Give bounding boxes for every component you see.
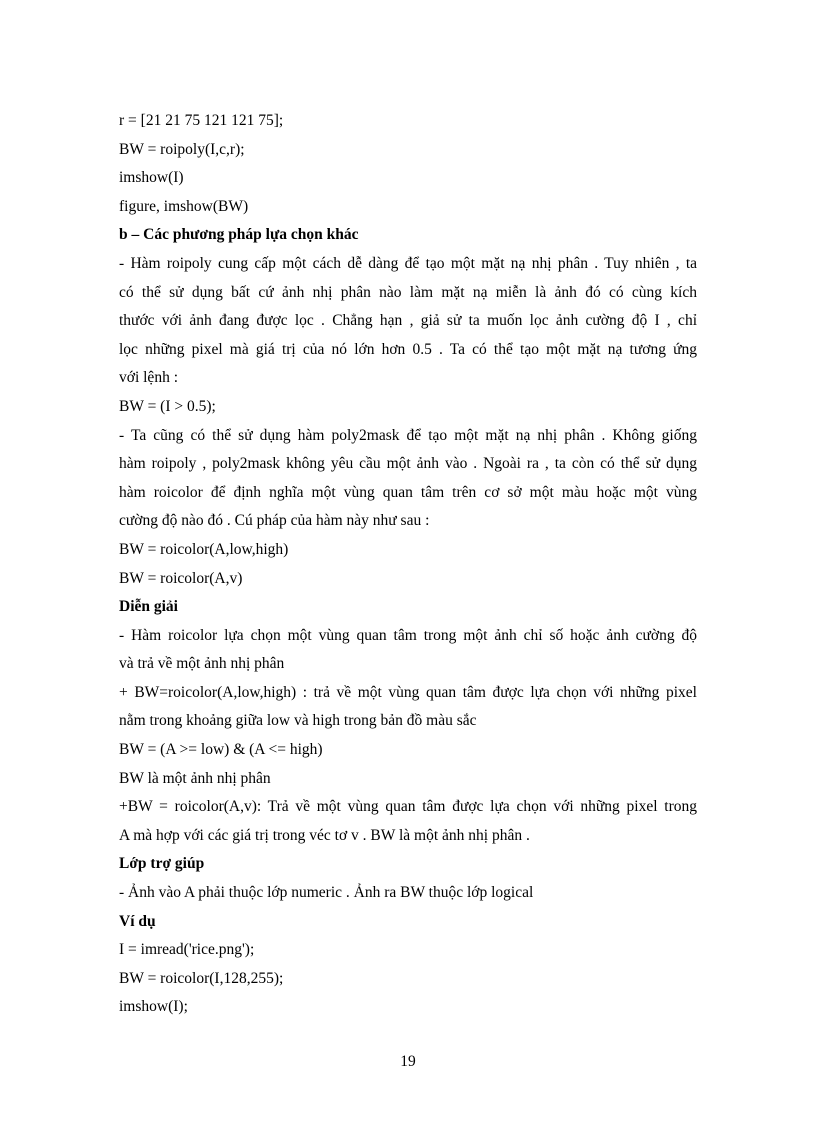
- section-heading-dien-giai: Diễn giải: [119, 598, 178, 616]
- code-line: imshow(I);: [119, 998, 188, 1016]
- paragraph-line: thước với ảnh đang được lọc . Chẳng hạn , giả sử ta muốn lọc ảnh cường độ I , chỉ: [119, 312, 697, 330]
- paragraph-line: hàm roicolor để định nghĩa một vùng quan tâm trên cơ sở một màu hoặc một vùng: [119, 483, 697, 501]
- paragraph-line: - Hàm roipoly cung cấp một cách dễ dàng để tạo một mặt nạ nhị phân . Tuy nhiên , ta: [119, 254, 697, 272]
- paragraph-line: lọc những pixel mà giá trị của nó lớn hơn 0.5 . Ta có thể tạo một mặt nạ tương ứng: [119, 340, 697, 358]
- paragraph-roicolor-v: [119, 793, 697, 850]
- section-heading-lop-tro-giup: Lớp trợ giúp: [119, 855, 205, 873]
- text-line: - Ảnh vào A phải thuộc lớp numeric . Ảnh ra BW thuộc lớp logical: [119, 884, 534, 902]
- code-line: I = imread('rice.png');: [119, 941, 255, 959]
- code-line: BW = (I > 0.5);: [119, 397, 216, 415]
- paragraph-roicolor-description: [119, 622, 697, 679]
- page-number: 19: [400, 1053, 416, 1070]
- code-line: BW = roicolor(I,128,255);: [119, 969, 284, 987]
- paragraph-line: +BW = roicolor(A,v): Trả về một vùng quan tâm được lựa chọn với những pixel trong: [119, 798, 697, 816]
- paragraph-poly2mask: [119, 422, 697, 536]
- code-line: BW = roipoly(I,c,r);: [119, 140, 245, 158]
- section-heading-vi-du: Ví dụ: [119, 912, 156, 930]
- code-line: BW = roicolor(A,low,high): [119, 540, 289, 558]
- code-line: BW = roicolor(A,v): [119, 569, 243, 587]
- paragraph-line: A mà hợp với các giá trị trong véc tơ v . BW là một ảnh nhị phân .: [119, 826, 530, 844]
- paragraph-line: - Ta cũng có thể sử dụng hàm poly2mask để tạo một mặt nạ nhị phân . Không giống: [119, 426, 697, 444]
- paragraph-line: hàm roipoly , poly2mask không yêu cầu một ảnh vào . Ngoài ra , ta còn có thể sử dụng: [119, 455, 697, 473]
- paragraph-line: cường độ nào đó . Cú pháp của hàm này như sau :: [119, 512, 430, 530]
- page-body: [119, 107, 697, 1022]
- paragraph-line: - Hàm roicolor lựa chọn một vùng quan tâm trong một ảnh chỉ số hoặc ảnh cường độ: [119, 626, 697, 644]
- paragraph-roipoly-mask: [119, 250, 697, 393]
- code-line: r = [21 21 75 121 121 75];: [119, 112, 284, 129]
- section-heading-b: b – Các phương pháp lựa chọn khác: [119, 226, 359, 244]
- text-line: BW là một ảnh nhị phân: [119, 769, 271, 787]
- paragraph-line: + BW=roicolor(A,low,high) : trả về một vùng quan tâm được lựa chọn với những pixel: [119, 683, 697, 701]
- code-line: figure, imshow(BW): [119, 197, 249, 215]
- paragraph-roicolor-low-high: [119, 679, 697, 736]
- paragraph-line: có thể sử dụng bất cứ ảnh nhị phân nào làm mặt nạ miễn là ảnh đó có cùng kích: [119, 283, 697, 301]
- code-line: BW = (A >= low) & (A <= high): [119, 741, 323, 759]
- code-line: imshow(I): [119, 169, 184, 187]
- paragraph-line: nằm trong khoảng giữa low và high trong bản đồ màu sắc: [119, 712, 477, 730]
- paragraph-line: với lệnh :: [119, 369, 178, 387]
- paragraph-line: và trả về một ảnh nhị phân: [119, 655, 285, 673]
